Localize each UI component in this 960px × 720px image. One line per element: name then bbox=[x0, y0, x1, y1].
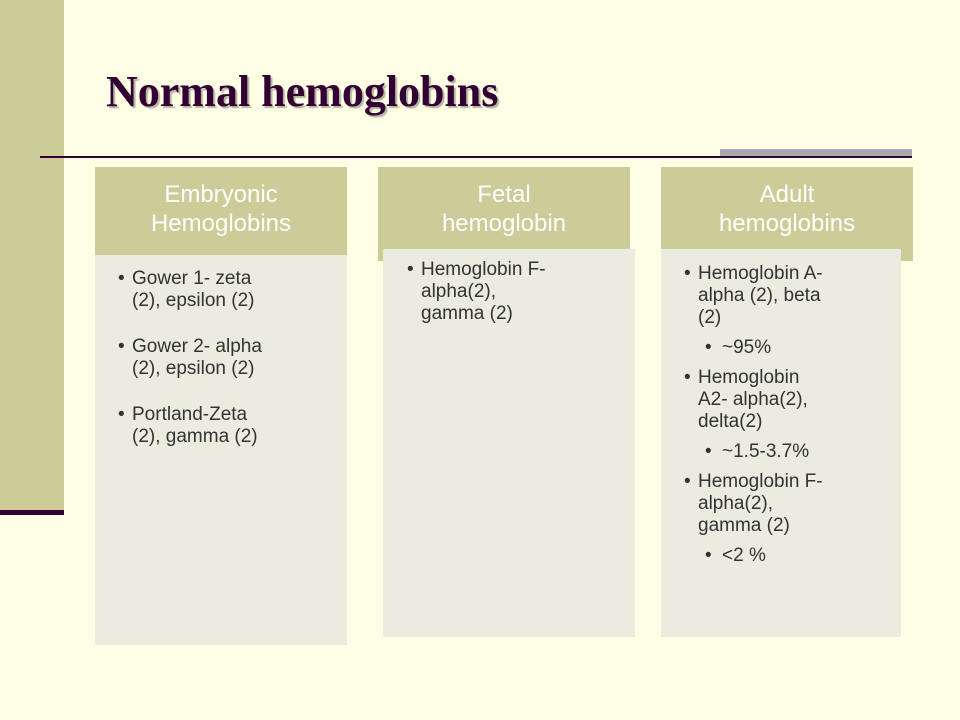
header-line: Fetal bbox=[477, 181, 531, 208]
item-line: (2), epsilon (2) bbox=[132, 290, 255, 311]
column-fetal bbox=[378, 167, 636, 637]
list-sub-item: • ~1.5-3.7% bbox=[722, 441, 895, 463]
list-item bbox=[132, 336, 337, 380]
list-sub-item: • ~95% bbox=[722, 337, 895, 359]
title-rule-accent bbox=[720, 149, 912, 156]
list-sub-item: • <2 % bbox=[722, 545, 895, 567]
item-line: • Hemoglobin F- bbox=[698, 471, 823, 492]
column-body-embryonic bbox=[95, 255, 347, 645]
list-item bbox=[132, 404, 337, 448]
header-line: Adult bbox=[759, 181, 815, 208]
item-line: gamma (2) bbox=[698, 515, 790, 536]
item-line: alpha(2), bbox=[698, 493, 773, 514]
item-line: alpha (2), beta bbox=[698, 285, 821, 306]
item-line: alpha(2), bbox=[421, 281, 496, 302]
header-line: Embryonic bbox=[164, 181, 278, 208]
item-line: (2), epsilon (2) bbox=[132, 358, 255, 379]
column-header-embryonic bbox=[95, 167, 347, 261]
item-line: • Gower 1- zeta bbox=[132, 268, 252, 289]
title-rule bbox=[40, 156, 912, 158]
item-line: (2) bbox=[698, 307, 722, 328]
hemoglobin-list bbox=[421, 259, 625, 325]
item-line: (2), gamma (2) bbox=[132, 426, 258, 447]
header-line: hemoglobin bbox=[441, 210, 567, 237]
hemoglobin-list bbox=[698, 263, 895, 567]
item-line: • Hemoglobin bbox=[698, 367, 800, 388]
list-item bbox=[698, 471, 895, 537]
column-body-fetal bbox=[383, 249, 635, 637]
left-decorative-band bbox=[0, 0, 64, 514]
header-line: hemoglobins bbox=[718, 210, 856, 237]
column-header-fetal bbox=[378, 167, 630, 261]
item-line: • Portland-Zeta bbox=[132, 404, 248, 425]
column-header-adult bbox=[661, 167, 913, 261]
column-embryonic bbox=[95, 167, 347, 647]
item-line: • Hemoglobin F- bbox=[421, 259, 546, 280]
item-line: • Hemoglobin A- bbox=[698, 263, 823, 284]
item-line: gamma (2) bbox=[421, 303, 513, 324]
slide-title: Normal hemoglobins bbox=[106, 67, 499, 116]
list-item bbox=[421, 259, 625, 325]
column-adult bbox=[661, 167, 913, 637]
item-line: A2- alpha(2), bbox=[698, 389, 808, 410]
item-line: delta(2) bbox=[698, 411, 763, 432]
list-item bbox=[698, 263, 895, 329]
hemoglobin-list bbox=[132, 268, 337, 448]
column-body-adult bbox=[661, 249, 901, 637]
header-line: Hemoglobins bbox=[150, 210, 292, 237]
left-band-base-line bbox=[0, 510, 64, 515]
item-line: • Gower 2- alpha bbox=[132, 336, 262, 357]
list-item bbox=[698, 367, 895, 433]
list-item bbox=[132, 268, 337, 312]
